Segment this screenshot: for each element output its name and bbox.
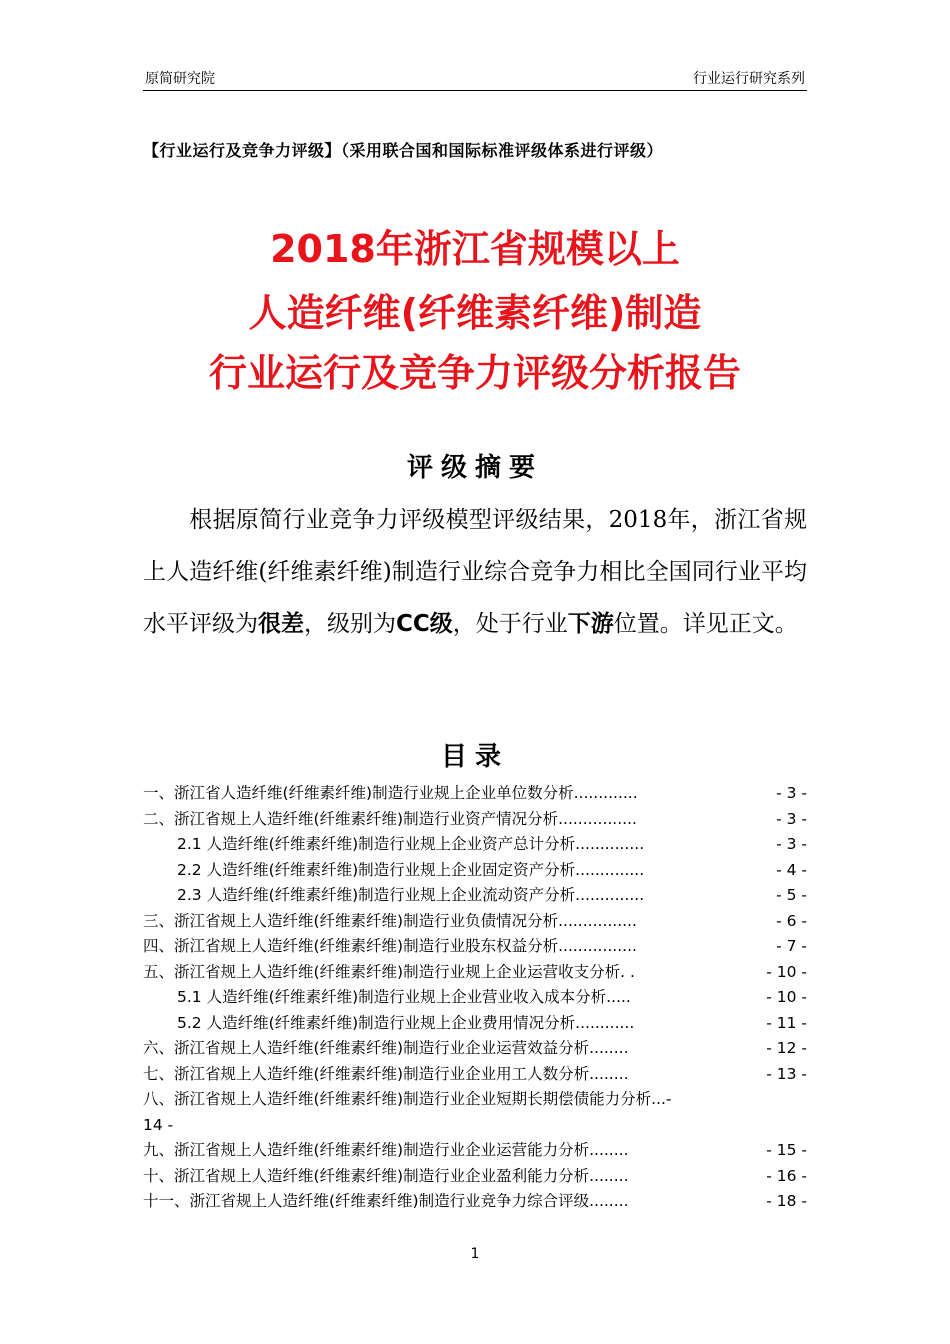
header-org: 原简研究院 [145, 71, 215, 87]
toc-entry-continued: 14 - [143, 1115, 174, 1134]
summary-text-4: 位置。详见正文。 [613, 611, 798, 637]
report-tagline: 【行业运行及竞争力评级】（采用联合国和国际标准评级体系进行评级） [143, 141, 664, 160]
toc-subentry[interactable]: 2.3 人造纤维(纤维素纤维)制造行业规上企业流动资产分析.............. - 5 - [177, 886, 807, 904]
industry-position: 下游 [567, 611, 614, 637]
toc-entry[interactable]: 一、浙江省人造纤维(纤维素纤维)制造行业规上企业单位数分析............. - 3 - [143, 784, 807, 802]
report-title-line1: 2018年浙江省规模以上 [270, 227, 680, 271]
toc-entry[interactable]: 五、浙江省规上人造纤维(纤维素纤维)制造行业规上企业运营收支分析. . - 10 - [143, 962, 807, 981]
toc-entry[interactable]: 九、浙江省规上人造纤维(纤维素纤维)制造行业企业运营能力分析........ - 15 - [143, 1141, 807, 1159]
summary-paragraph [143, 494, 807, 650]
toc-entry[interactable]: 四、浙江省规上人造纤维(纤维素纤维)制造行业股东权益分析................ - 7 - [143, 937, 807, 955]
toc-entry[interactable]: 十一、浙江省规上人造纤维(纤维素纤维)制造行业竞争力综合评级........ - 18 - [143, 1192, 807, 1210]
page-number: 1 [470, 1246, 480, 1262]
toc-subentry[interactable]: 5.2 人造纤维(纤维素纤维)制造行业规上企业费用情况分析............ - 11 - [177, 1013, 807, 1032]
summary-text-1: 根据原简行业竞争力评级模型评级结果，2018年，浙江省规上人造纤维(纤维素纤维)制造行业综合竞争力相比全国同行业平均水平评级为 [143, 507, 807, 637]
summary-heading: 评级摘要 [406, 453, 543, 483]
toc-subentry[interactable]: 5.1 人造纤维(纤维素纤维)制造行业规上企业营业收入成本分析..... - 10 - [177, 988, 807, 1006]
toc-entry[interactable]: 二、浙江省规上人造纤维(纤维素纤维)制造行业资产情况分析................ - 3 - [143, 809, 807, 828]
rating-word: 很差 [258, 611, 304, 637]
toc-subentry[interactable]: 2.1 人造纤维(纤维素纤维)制造行业规上企业资产总计分析.............. - 3 - [177, 835, 807, 853]
report-title-line2: 人造纤维(纤维素纤维)制造 [248, 291, 702, 335]
summary-text-3: ，处于行业 [452, 611, 568, 637]
page-header [143, 64, 807, 91]
toc-entry[interactable]: 八、浙江省规上人造纤维(纤维素纤维)制造行业企业短期长期偿债能力分析...- 14 - [143, 1087, 807, 1138]
toc-entry[interactable]: 三、浙江省规上人造纤维(纤维素纤维)制造行业负债情况分析................ - 6 - [143, 911, 807, 930]
toc-heading: 目录 [440, 742, 509, 772]
table-of-contents [143, 781, 807, 1215]
toc-entry[interactable]: 六、浙江省规上人造纤维(纤维素纤维)制造行业企业运营效益分析........ - 12 - [143, 1039, 807, 1057]
header-series: 行业运行研究系列 [693, 71, 805, 87]
toc-entry[interactable]: 七、浙江省规上人造纤维(纤维素纤维)制造行业企业用工人数分析........ - 13 - [143, 1064, 807, 1083]
summary-text-2: ，级别为 [304, 611, 396, 637]
report-title-line3: 行业运行及竞争力评级分析报告 [208, 351, 741, 395]
toc-entry[interactable]: 十、浙江省规上人造纤维(纤维素纤维)制造行业企业盈利能力分析........ - 16 - [143, 1166, 807, 1185]
toc-subentry[interactable]: 2.2 人造纤维(纤维素纤维)制造行业规上企业固定资产分析.............. - 4 - [177, 860, 807, 879]
rating-grade: CC级 [396, 611, 453, 637]
